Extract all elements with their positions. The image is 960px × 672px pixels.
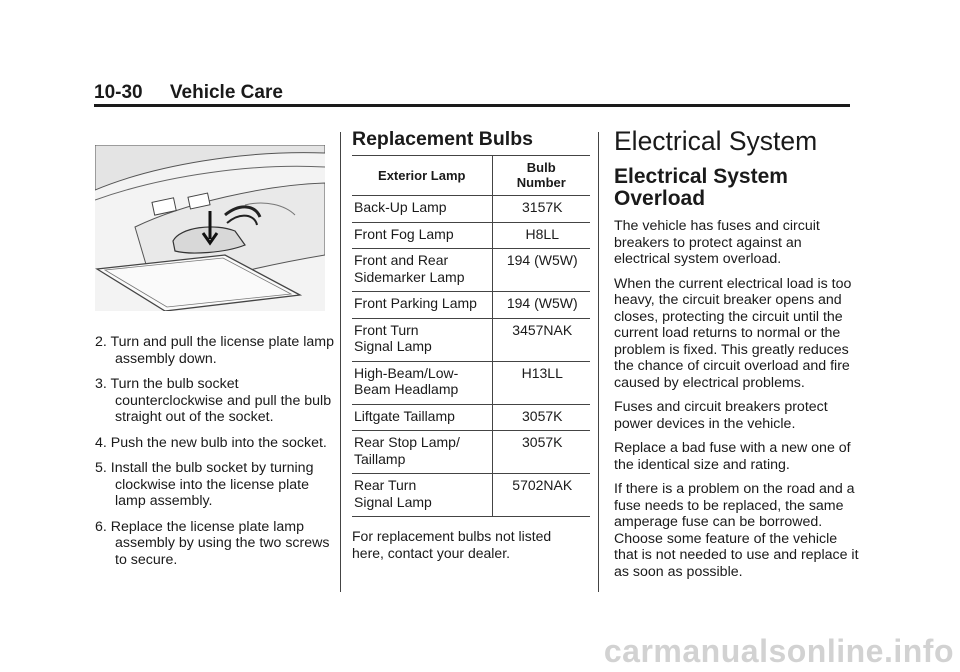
lamp-cell: Front Turn Signal Lamp xyxy=(352,318,492,361)
step-item: 5. Install the bulb socket by turning clockwise into the license plate lamp assembly. xyxy=(95,460,314,509)
table-header-row xyxy=(352,156,590,196)
subsection-title xyxy=(614,166,859,210)
table-row xyxy=(352,404,590,431)
license-plate-lamp-drawing xyxy=(95,145,325,311)
body-paragraph: If there is a problem on the road and a fuse needs to be replaced, the same amperage fuse can be borrowed. Choose some feature of the vehicle that is not needed to use and replace it as soon as possible. xyxy=(614,481,859,580)
column-header-bulb-line1: Bulb xyxy=(526,160,556,175)
replacement-bulbs-section xyxy=(352,128,590,561)
lamp-cell: Liftgate Taillamp xyxy=(352,404,492,431)
step-item: 2. Turn and pull the license plate lamp assembly down. xyxy=(95,334,334,367)
header-rule xyxy=(94,104,850,107)
bulb-cell: 3457NAK xyxy=(492,318,590,361)
column-divider-right xyxy=(598,132,599,592)
lamp-cell: Front and Rear Sidemarker Lamp xyxy=(352,249,492,292)
step-item: 6. Replace the license plate lamp assembly by using the two screws to secure. xyxy=(95,518,330,568)
bulb-cell: 3057K xyxy=(492,431,590,474)
bulb-cell: H8LL xyxy=(492,222,590,249)
lamp-cell: Rear Stop Lamp/ Taillamp xyxy=(352,431,492,474)
body-paragraph: The vehicle has fuses and circuit breakers to protect against an electrical system overload. xyxy=(614,218,820,267)
column-header-bulb-line2: Number xyxy=(516,175,566,190)
bulb-cell: 3057K xyxy=(492,404,590,431)
body-paragraph: When the current electrical load is too heavy, the circuit breaker opens and closes, protecting the circuit until the current load returns to normal or the problem is fixed. This greatly reduces the chance of circuit overload and fire caused by electrical problems. xyxy=(614,275,852,391)
column-header-bulb xyxy=(492,156,590,196)
procedure-steps xyxy=(95,334,335,577)
replacement-note: For replacement bulbs not listed here, contact your dealer. xyxy=(352,528,552,561)
electrical-system-section xyxy=(614,126,859,588)
page-number: 10-30 xyxy=(94,82,143,103)
table-row xyxy=(352,249,590,292)
bulb-cell: 5702NAK xyxy=(492,474,590,517)
column-header-lamp: Exterior Lamp xyxy=(352,156,492,196)
bulb-cell: H13LL xyxy=(492,361,590,404)
body-paragraph: Fuses and circuit breakers protect power devices in the vehicle. xyxy=(614,399,828,432)
table-row xyxy=(352,318,590,361)
watermark: carmanualsonline.info xyxy=(603,633,954,669)
table-row xyxy=(352,474,590,517)
page-header xyxy=(94,82,283,104)
replacement-bulbs-table xyxy=(352,155,590,517)
table-row xyxy=(352,361,590,404)
subsection-title-line2: Overload xyxy=(614,187,706,210)
table-row xyxy=(352,222,590,249)
license-plate-lamp-illustration xyxy=(95,145,325,311)
lamp-cell: Front Parking Lamp xyxy=(352,292,492,319)
bulb-cell: 194 (W5W) xyxy=(492,249,590,292)
subsection-title-line1: Electrical System xyxy=(614,165,788,188)
lamp-cell: Front Fog Lamp xyxy=(352,222,492,249)
column-divider-left xyxy=(340,132,341,592)
table-row xyxy=(352,431,590,474)
replacement-bulbs-heading: Replacement Bulbs xyxy=(352,128,533,150)
lamp-cell: High-Beam/Low- Beam Headlamp xyxy=(352,361,492,404)
table-row xyxy=(352,196,590,223)
section-title: Vehicle Care xyxy=(169,82,283,103)
lamp-cell: Rear Turn Signal Lamp xyxy=(352,474,492,517)
bulb-cell: 3157K xyxy=(492,196,590,223)
body-paragraph: Replace a bad fuse with a new one of the identical size and rating. xyxy=(614,440,851,473)
bulb-cell: 194 (W5W) xyxy=(492,292,590,319)
chapter-title: Electrical System xyxy=(614,126,818,156)
lamp-cell: Back-Up Lamp xyxy=(352,196,492,223)
table-row xyxy=(352,292,590,319)
step-item: 3. Turn the bulb socket counterclockwise and pull the bulb straight out of the socket. xyxy=(95,376,332,425)
step-item: 4. Push the new bulb into the socket. xyxy=(95,434,327,451)
